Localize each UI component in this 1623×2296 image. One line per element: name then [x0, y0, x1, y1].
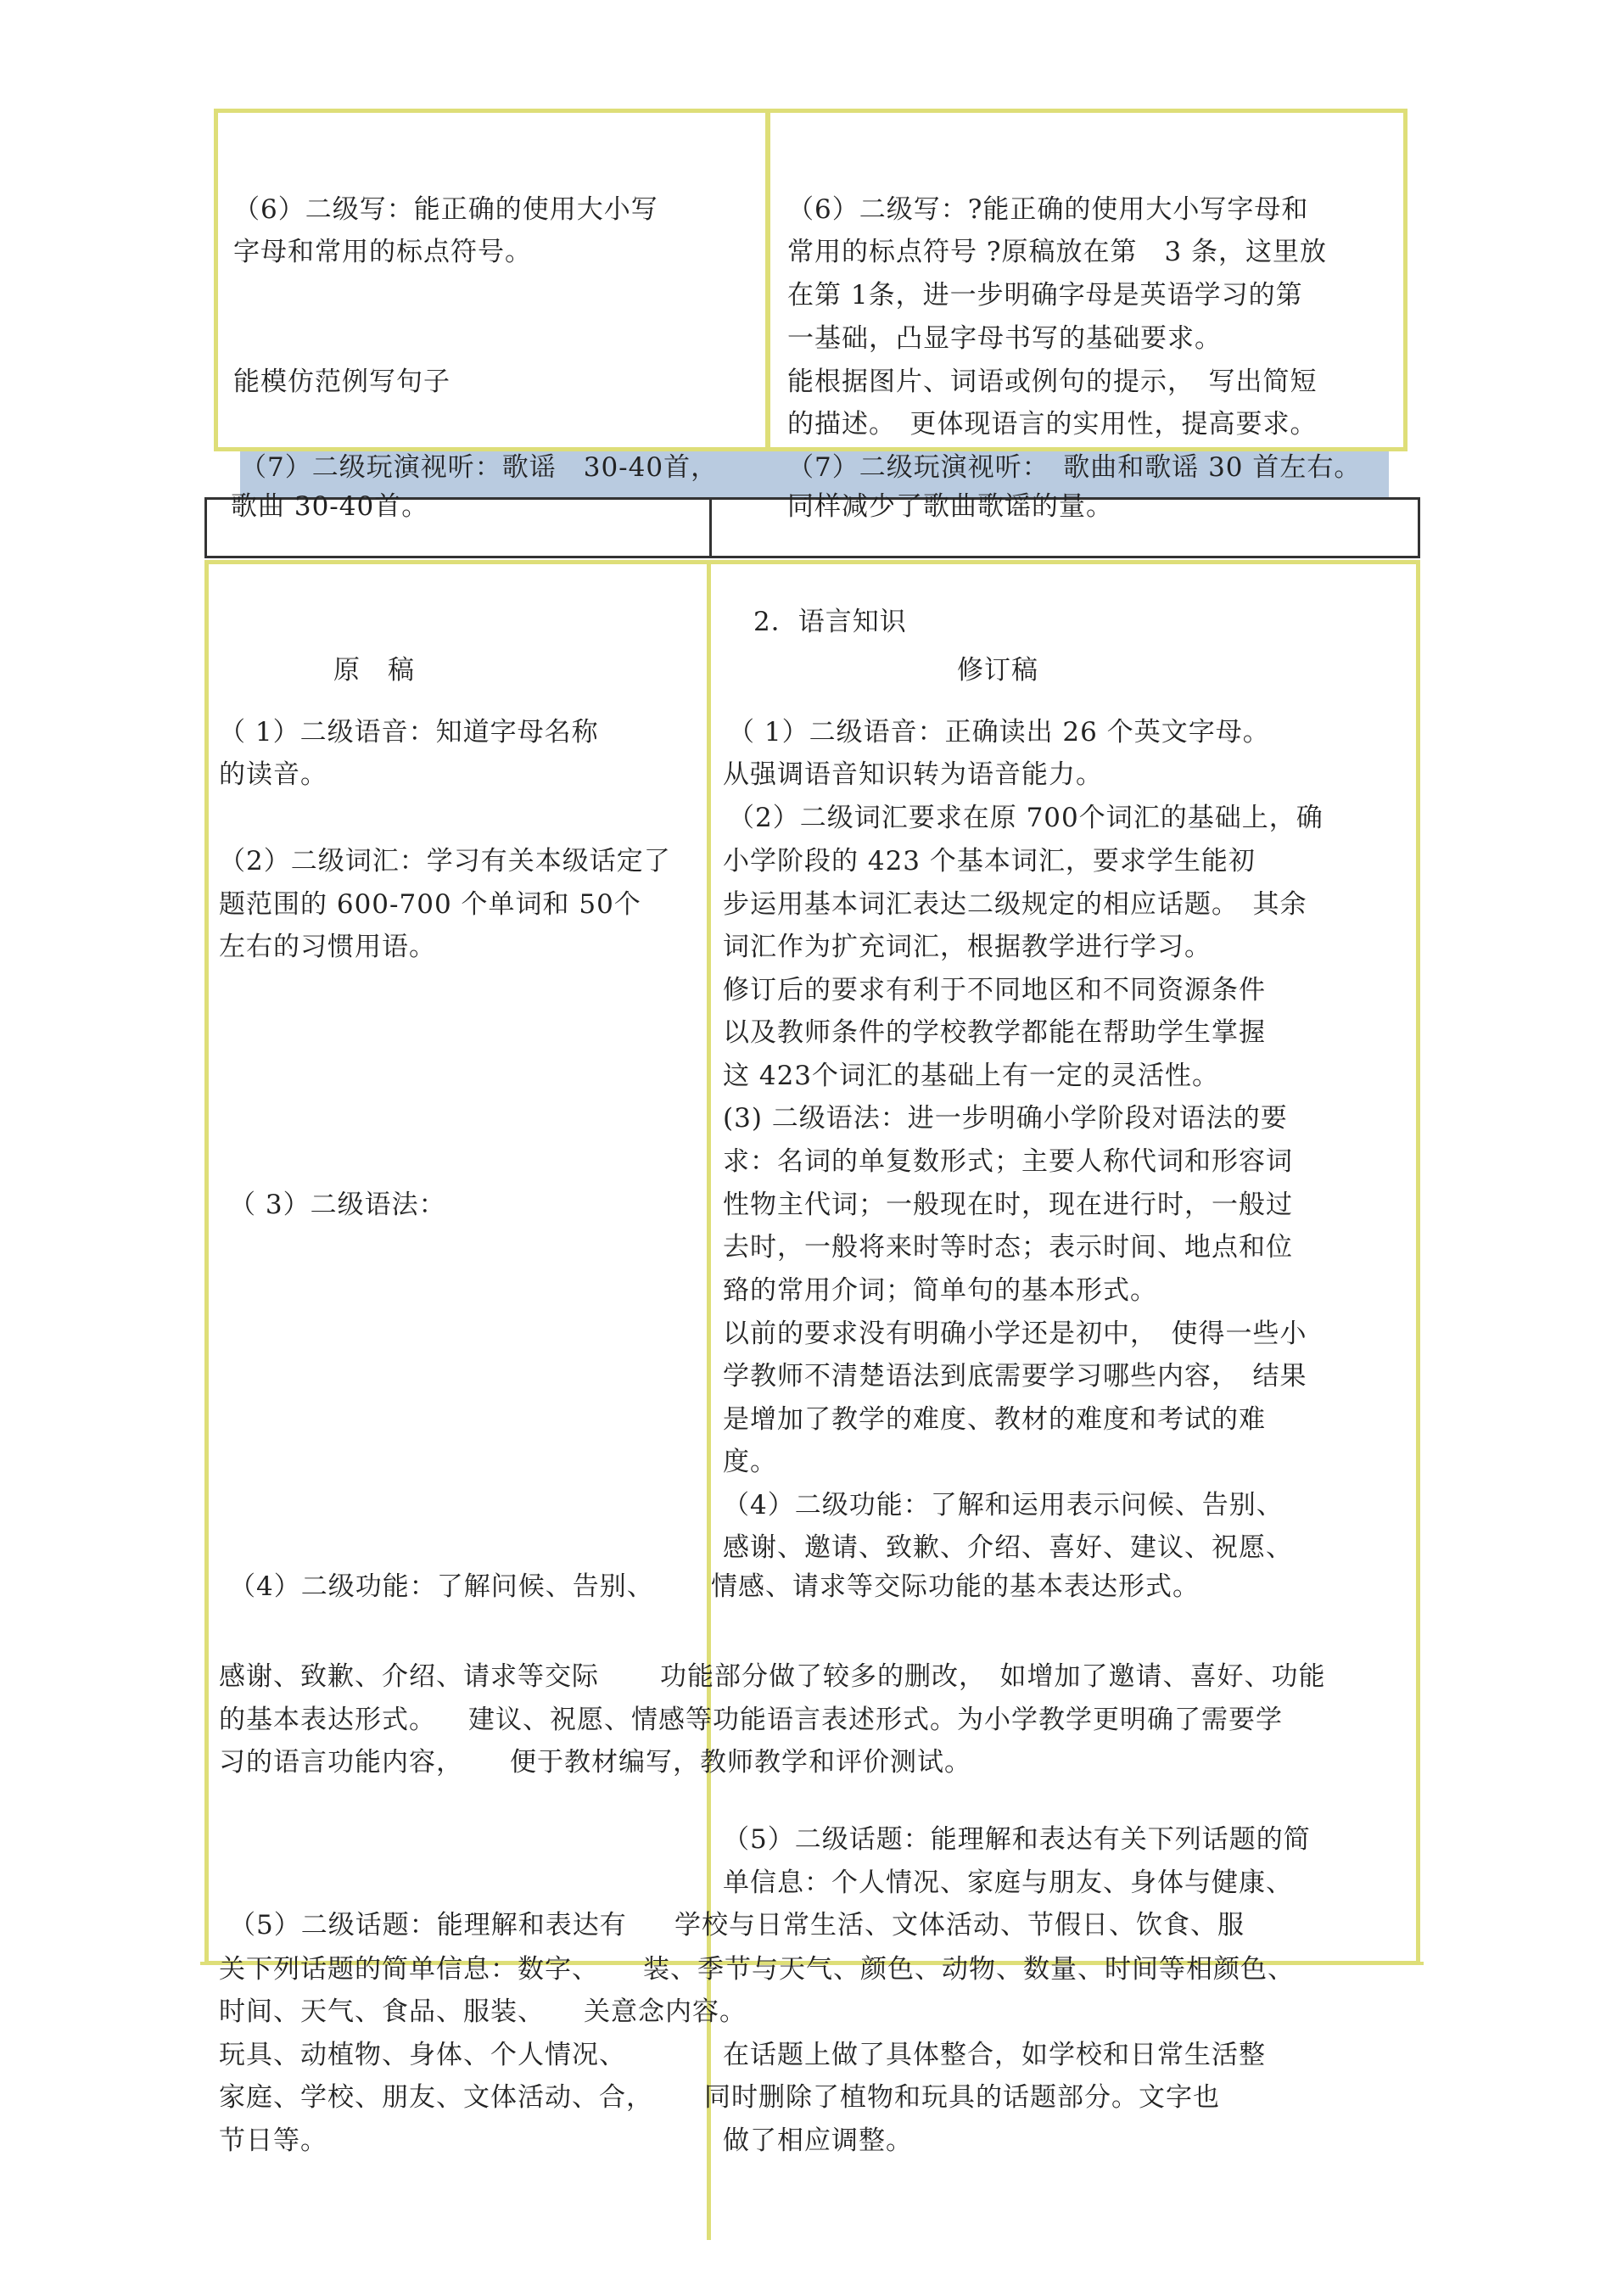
top-right-line-4: 一基础，凸显字母书写的基础要求。 — [787, 323, 1222, 354]
right-line-30: 在话题上做了具体整合，如学校和日常生活整 — [723, 2040, 1266, 2070]
right-line-23: 建议、祝愿、情感等功能语言表述形式。为小学教学更明确了需要学 — [468, 1705, 1283, 1735]
right-line-21: 情感、请求等交际功能的基本表达形式。 — [711, 1571, 1200, 1602]
left-line-6: （ 3）二级语法： — [229, 1190, 446, 1220]
column-header-revised: 修订稿 — [957, 655, 1038, 686]
right-line-28: 装、季节与天气、颜色、动物、数量、时间等相颜色、 — [643, 1954, 1295, 1985]
top-left-line-1: （6）二级写：能正确的使用大小写 — [233, 194, 658, 225]
row7-right-line-1: （7）二级玩演视听： 歌曲和歌谣 30 首左右。 — [787, 452, 1362, 483]
left-line-7: （4）二级功能：了解问候、告别、 — [229, 1571, 654, 1602]
right-line-11: 求：名词的单复数形式；主要人称代词和形容词 — [723, 1146, 1293, 1177]
left-line-14: 玩具、动植物、身体、个人情况、 — [219, 2040, 626, 2070]
left-line-11: （5）二级话题：能理解和表达有 — [229, 1910, 627, 1940]
row7-right-line-2: 同样减少了歌曲歌谣的量。 — [787, 491, 1113, 522]
right-line-31: 同时删除了植物和玩具的话题部分。文字也 — [704, 2082, 1220, 2113]
top-left-line-3: 能模仿范例写句子 — [233, 367, 451, 397]
right-line-3: （2）二级词汇要求在原 700个词汇的基础上，确 — [728, 803, 1324, 833]
left-line-5: 左右的习惯用语。 — [219, 932, 436, 962]
left-line-9: 的基本表达形式。 — [219, 1705, 436, 1735]
right-line-24: 便于教材编写，教师教学和评价测试。 — [510, 1747, 971, 1778]
right-line-16: 学教师不清楚语法到底需要学习哪些内容， 结果 — [723, 1361, 1307, 1392]
top-right-line-1: （6）二级写：?能正确的使用大小写字母和 — [787, 194, 1309, 225]
right-line-12: 性物主代词；一般现在时，现在进行时，一般过 — [723, 1190, 1293, 1220]
right-line-13: 去时，一般将来时等时态；表示时间、地点和位 — [723, 1232, 1293, 1263]
left-line-4: 题范围的 600-700 个单词和 50个 — [219, 889, 641, 920]
row7-left-line-1: （7）二级玩演视听：歌谣 30-40首， — [240, 452, 719, 483]
left-line-13: 时间、天气、食品、服装、 — [219, 1996, 545, 2027]
right-line-22: 功能部分做了较多的删改， 如增加了邀请、喜好、功能 — [660, 1661, 1326, 1692]
left-line-2: 的读音。 — [219, 759, 327, 790]
section-title: 2．语言知识 — [753, 607, 907, 637]
right-line-20: 感谢、邀请、致歉、介绍、喜好、建议、祝愿、 — [723, 1532, 1293, 1563]
right-line-19: （4）二级功能：了解和运用表示问候、告别、 — [723, 1490, 1284, 1520]
top-right-line-2: 常用的标点符号 ?原稿放在第 3 条，这里放 — [787, 237, 1328, 267]
top-right-line-5: 能根据图片、词语或例句的提示， 写出简短 — [787, 367, 1318, 397]
right-line-15: 以前的要求没有明确小学还是初中， 使得一些小 — [723, 1319, 1307, 1349]
left-line-16: 节日等。 — [219, 2125, 327, 2156]
right-line-25: （5）二级话题：能理解和表达有关下列话题的简 — [723, 1824, 1311, 1855]
left-line-15: 家庭、学校、朋友、文体活动、合， — [219, 2082, 653, 2113]
right-line-8: 以及教师条件的学校教学都能在帮助学生掌握 — [723, 1017, 1266, 1048]
left-line-8: 感谢、致歉、介绍、请求等交际 — [219, 1661, 599, 1692]
right-line-4: 小学阶段的 423 个基本词汇，要求学生能初 — [723, 846, 1256, 876]
right-line-5: 步运用基本词汇表达二级规定的相应话题。 其余 — [723, 889, 1307, 920]
right-line-7: 修订后的要求有利于不同地区和不同资源条件 — [723, 975, 1266, 1005]
left-line-12: 关下列话题的简单信息：数字、 — [219, 1954, 599, 1985]
right-line-27: 学校与日常生活、文体活动、节假日、饮食、服 — [674, 1910, 1245, 1940]
right-line-14: 臵的常用介词；简单句的基本形式。 — [723, 1275, 1157, 1306]
left-line-1: （ 1）二级语音：知道字母名称 — [219, 717, 599, 748]
right-line-10: (3) 二级语法：进一步明确小学阶段对语法的要 — [723, 1103, 1288, 1134]
right-line-6: 词汇作为扩充词汇，根据教学进行学习。 — [723, 932, 1212, 962]
right-line-32: 做了相应调整。 — [723, 2125, 913, 2156]
top-right-line-3: 在第 1条，进一步明确字母是英语学习的第 — [787, 280, 1303, 311]
right-line-1: （ 1）二级语音：正确读出 26 个英文字母。 — [728, 717, 1270, 748]
top-right-line-6: 的描述。 更体现语言的实用性，提高要求。 — [787, 409, 1318, 440]
row7-left-line-2: 歌曲 30-40首。 — [231, 491, 429, 522]
right-line-26: 单信息：个人情况、家庭与朋友、身体与健康、 — [723, 1868, 1293, 1898]
top-left-line-2: 字母和常用的标点符号。 — [233, 237, 532, 267]
right-line-2: 从强调语音知识转为语音能力。 — [723, 759, 1103, 790]
right-line-29: 关意念内容。 — [584, 1996, 747, 2027]
right-line-17: 是增加了教学的难度、教材的难度和考试的难 — [723, 1404, 1266, 1435]
right-line-9: 这 423个词汇的基础上有一定的灵活性。 — [723, 1061, 1220, 1091]
right-line-18: 度。 — [723, 1447, 777, 1477]
column-header-original: 原 稿 — [333, 655, 415, 686]
left-line-3: （2）二级词汇：学习有关本级话定了 — [219, 846, 671, 876]
left-line-10: 习的语言功能内容， — [219, 1747, 463, 1778]
